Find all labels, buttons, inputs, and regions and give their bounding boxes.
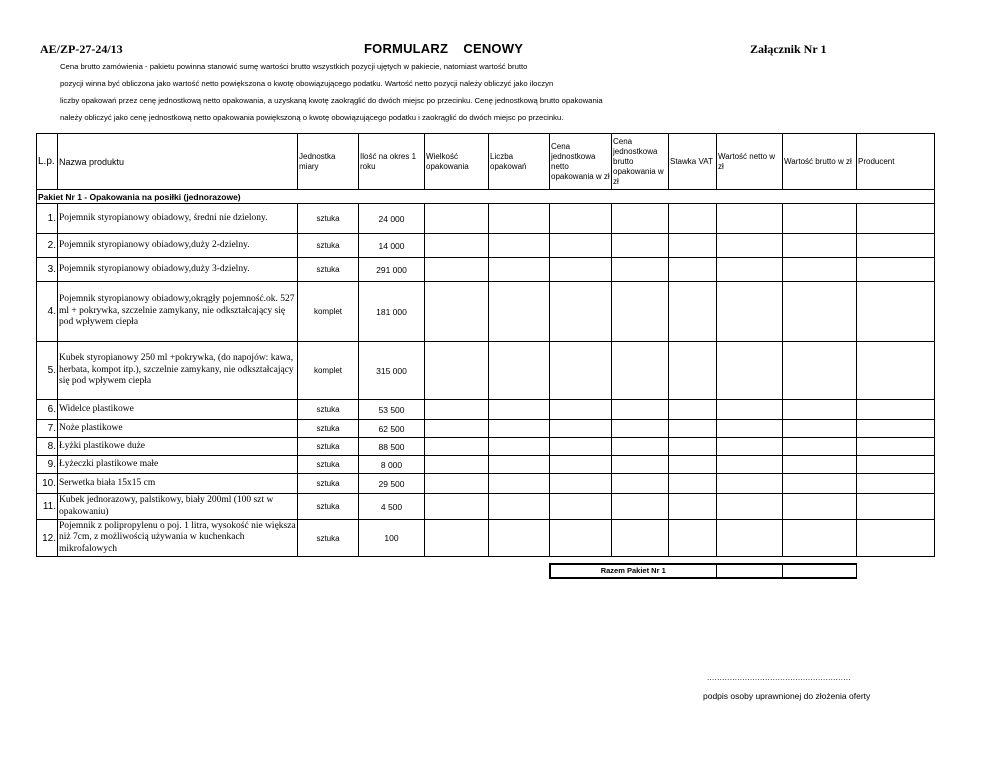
row-unit-gross-input[interactable] (612, 456, 669, 474)
row-gross-value-input[interactable] (783, 520, 857, 557)
row-pack-size-input[interactable] (425, 234, 489, 258)
row-unit-net-input[interactable] (550, 420, 612, 438)
row-producer-input[interactable] (857, 456, 935, 474)
row-vat-input[interactable] (669, 400, 717, 420)
row-unit-gross-input[interactable] (612, 474, 669, 494)
row-vat-input[interactable] (669, 456, 717, 474)
summary-label: Razem Pakiet Nr 1 (550, 564, 717, 578)
row-lp: 4. (37, 282, 58, 342)
row-lp: 7. (37, 420, 58, 438)
row-unit: komplet (298, 282, 359, 342)
row-gross-value-input[interactable] (783, 456, 857, 474)
row-unit-gross-input[interactable] (612, 204, 669, 234)
intro-line-1: Cena brutto zamówienia - pakietu powinna stanowić sumę wartości brutto wszystkich pozycji ujętych w pakiecie, natomiast wartość brutto (60, 62, 528, 71)
row-vat-input[interactable] (669, 474, 717, 494)
summary-net-value-input[interactable] (717, 564, 783, 578)
row-lp: 8. (37, 438, 58, 456)
row-lp: 6. (37, 400, 58, 420)
row-net-value-input[interactable] (717, 438, 783, 456)
row-vat-input[interactable] (669, 438, 717, 456)
row-lp: 9. (37, 456, 58, 474)
form-title: FORMULARZ CENOWY (364, 41, 524, 56)
row-unit: sztuka (298, 258, 359, 282)
row-unit: sztuka (298, 438, 359, 456)
row-pack-count-input[interactable] (489, 494, 550, 520)
row-unit-gross-input[interactable] (612, 400, 669, 420)
row-net-value-input[interactable] (717, 520, 783, 557)
row-unit-gross-input[interactable] (612, 282, 669, 342)
row-pack-size-input[interactable] (425, 400, 489, 420)
row-pack-count-input[interactable] (489, 438, 550, 456)
row-unit-net-input[interactable] (550, 258, 612, 282)
price-form-table (36, 133, 935, 579)
row-product-name: Pojemnik z polipropylenu o poj. 1 litra, wysokość nie większa niż 7cm, z możliwością używania w kuchenkach mikrofalowych (58, 520, 298, 557)
row-unit: komplet (298, 342, 359, 400)
row-unit-gross-input[interactable] (612, 342, 669, 400)
row-lp: 12. (37, 520, 58, 557)
row-unit-net-input[interactable] (550, 438, 612, 456)
row-pack-size-input[interactable] (425, 420, 489, 438)
summary-row (37, 564, 935, 578)
row-gross-value-input[interactable] (783, 234, 857, 258)
row-quantity: 29 500 (359, 474, 425, 494)
row-lp: 3. (37, 258, 58, 282)
row-unit: sztuka (298, 520, 359, 557)
row-vat-input[interactable] (669, 420, 717, 438)
row-pack-count-input[interactable] (489, 456, 550, 474)
row-quantity: 8 000 (359, 456, 425, 474)
row-producer-input[interactable] (857, 204, 935, 234)
row-pack-size-input[interactable] (425, 474, 489, 494)
table-row (37, 342, 935, 400)
header-unit: Jednostka miary (298, 134, 359, 190)
row-producer-input[interactable] (857, 400, 935, 420)
row-net-value-input[interactable] (717, 258, 783, 282)
row-quantity: 53 500 (359, 400, 425, 420)
row-unit-gross-input[interactable] (612, 258, 669, 282)
row-vat-input[interactable] (669, 494, 717, 520)
table-row (37, 520, 935, 557)
row-producer-input[interactable] (857, 282, 935, 342)
spacer-row (37, 557, 935, 564)
row-product-name: Łyżeczki plastikowe małe (58, 456, 298, 474)
row-net-value-input[interactable] (717, 400, 783, 420)
table-row (37, 234, 935, 258)
row-producer-input[interactable] (857, 234, 935, 258)
row-pack-count-input[interactable] (489, 400, 550, 420)
table-row (37, 494, 935, 520)
row-producer-input[interactable] (857, 258, 935, 282)
table-row (37, 474, 935, 494)
row-pack-size-input[interactable] (425, 258, 489, 282)
spacer-cell (37, 557, 935, 564)
row-net-value-input[interactable] (717, 204, 783, 234)
row-quantity: 315 000 (359, 342, 425, 400)
row-pack-count-input[interactable] (489, 258, 550, 282)
row-lp: 10. (37, 474, 58, 494)
row-quantity: 4 500 (359, 494, 425, 520)
row-gross-value-input[interactable] (783, 438, 857, 456)
header-unit-gross-price: Cena jednostkowa brutto opakowania w zł (612, 134, 669, 190)
table-row (37, 456, 935, 474)
row-unit-net-input[interactable] (550, 520, 612, 557)
row-product-name: Noże plastikowe (58, 420, 298, 438)
row-quantity: 181 000 (359, 282, 425, 342)
row-pack-size-input[interactable] (425, 204, 489, 234)
row-product-name: Serwetka biała 15x15 cm (58, 474, 298, 494)
row-product-name: Widelce plastikowe (58, 400, 298, 420)
row-unit: sztuka (298, 474, 359, 494)
table-row (37, 438, 935, 456)
row-pack-count-input[interactable] (489, 474, 550, 494)
row-gross-value-input[interactable] (783, 400, 857, 420)
row-pack-size-input[interactable] (425, 342, 489, 400)
row-quantity: 291 000 (359, 258, 425, 282)
row-unit: sztuka (298, 456, 359, 474)
header-unit-net-price: Cena jednostkowa netto opakowania w zł (550, 134, 612, 190)
header-pack-count: Liczba opakowań (489, 134, 550, 190)
row-net-value-input[interactable] (717, 456, 783, 474)
row-net-value-input[interactable] (717, 282, 783, 342)
row-pack-count-input[interactable] (489, 342, 550, 400)
signature-label: podpis osoby uprawnionej do złożenia oferty (703, 691, 871, 701)
row-gross-value-input[interactable] (783, 494, 857, 520)
row-producer-input[interactable] (857, 420, 935, 438)
header-product-name: Nazwa produktu (58, 134, 298, 190)
row-pack-count-input[interactable] (489, 234, 550, 258)
document-reference: AE/ZP-27-24/13 (40, 42, 123, 56)
row-unit: sztuka (298, 420, 359, 438)
row-quantity: 62 500 (359, 420, 425, 438)
row-pack-size-input[interactable] (425, 520, 489, 557)
row-product-name: Pojemnik styropianowy obiadowy,duży 3-dzielny. (58, 258, 298, 282)
header-lp: L.p. (37, 134, 58, 190)
summary-padding (37, 564, 550, 578)
row-lp: 11. (37, 494, 58, 520)
row-vat-input[interactable] (669, 520, 717, 557)
row-unit: sztuka (298, 204, 359, 234)
row-net-value-input[interactable] (717, 474, 783, 494)
row-product-name: Kubek styropianowy 250 ml +pokrywka, (do napojów: kawa, herbata, kompot itp.), szczelnie zamykany, nie odkształcający się pod wpływem ciepła (58, 342, 298, 400)
summary-gross-value-input[interactable] (783, 564, 857, 578)
row-unit-net-input[interactable] (550, 494, 612, 520)
row-quantity: 14 000 (359, 234, 425, 258)
header-quantity: Ilość na okres 1 roku (359, 134, 425, 190)
header-row (37, 134, 935, 190)
row-gross-value-input[interactable] (783, 474, 857, 494)
header-gross-value: Wartość brutto w zł (783, 134, 857, 190)
row-gross-value-input[interactable] (783, 420, 857, 438)
row-pack-size-input[interactable] (425, 456, 489, 474)
row-producer-input[interactable] (857, 438, 935, 456)
table-row (37, 204, 935, 234)
intro-line-3: liczby opakowań przez cenę jednostkową netto opakowania, a uzyskaną kwotę zaokrąglić do dwóch miejsc po przecinku. Cenę jednostkową brutto opakowania (60, 96, 603, 105)
header-producer: Producent (857, 134, 935, 190)
table-row (37, 282, 935, 342)
row-quantity: 88 500 (359, 438, 425, 456)
row-gross-value-input[interactable] (783, 282, 857, 342)
row-product-name: Kubek jednorazowy, palstikowy, biały 200ml (100 szt w opakowaniu) (58, 494, 298, 520)
row-lp: 2. (37, 234, 58, 258)
row-unit-net-input[interactable] (550, 474, 612, 494)
row-unit-net-input[interactable] (550, 342, 612, 400)
row-pack-count-input[interactable] (489, 282, 550, 342)
row-producer-input[interactable] (857, 520, 935, 557)
row-product-name: Pojemnik styropianowy obiadowy,duży 2-dzielny. (58, 234, 298, 258)
row-product-name: Łyżki plastikowe duże (58, 438, 298, 456)
row-gross-value-input[interactable] (783, 258, 857, 282)
row-pack-size-input[interactable] (425, 282, 489, 342)
row-unit: sztuka (298, 400, 359, 420)
header-net-value: Wartość netto w zł (717, 134, 783, 190)
row-lp: 5. (37, 342, 58, 400)
row-producer-input[interactable] (857, 342, 935, 400)
table-row (37, 400, 935, 420)
row-vat-input[interactable] (669, 234, 717, 258)
row-pack-count-input[interactable] (489, 420, 550, 438)
header-pack-size: Wielkość opakowania (425, 134, 489, 190)
row-product-name: Pojemnik styropianowy obiadowy, średni nie dzielony. (58, 204, 298, 234)
row-pack-count-input[interactable] (489, 204, 550, 234)
row-gross-value-input[interactable] (783, 204, 857, 234)
header-vat-rate: Stawka VAT (669, 134, 717, 190)
intro-line-4: należy obliczyć jako cenę jednostkową netto opakowania powiększoną o kwotę obowiązującego podatku i zaokrąglić do dwóch miejsc po przecinku. (60, 113, 564, 122)
section-row (37, 190, 935, 204)
row-producer-input[interactable] (857, 494, 935, 520)
row-unit-gross-input[interactable] (612, 438, 669, 456)
row-unit-gross-input[interactable] (612, 420, 669, 438)
row-unit-net-input[interactable] (550, 456, 612, 474)
row-unit-net-input[interactable] (550, 234, 612, 258)
row-quantity: 100 (359, 520, 425, 557)
signature-line: ......................................................... (707, 673, 851, 682)
row-unit-net-input[interactable] (550, 282, 612, 342)
row-vat-input[interactable] (669, 342, 717, 400)
row-vat-input[interactable] (669, 258, 717, 282)
row-unit-gross-input[interactable] (612, 234, 669, 258)
row-unit-gross-input[interactable] (612, 494, 669, 520)
annex-label: Załącznik Nr 1 (750, 42, 827, 56)
section-title: Pakiet Nr 1 - Opakowania na posiłki (jednorazowe) (37, 190, 935, 204)
row-pack-size-input[interactable] (425, 494, 489, 520)
row-unit: sztuka (298, 494, 359, 520)
row-unit-gross-input[interactable] (612, 520, 669, 557)
row-vat-input[interactable] (669, 282, 717, 342)
row-vat-input[interactable] (669, 204, 717, 234)
row-gross-value-input[interactable] (783, 342, 857, 400)
row-unit-net-input[interactable] (550, 400, 612, 420)
row-net-value-input[interactable] (717, 420, 783, 438)
row-pack-count-input[interactable] (489, 520, 550, 557)
row-net-value-input[interactable] (717, 342, 783, 400)
row-unit: sztuka (298, 234, 359, 258)
summary-tail (857, 564, 935, 578)
table-row (37, 258, 935, 282)
table-row (37, 420, 935, 438)
row-unit-net-input[interactable] (550, 204, 612, 234)
row-net-value-input[interactable] (717, 494, 783, 520)
intro-line-2: pozycji winna być obliczona jako wartość netto powiększona o kwotę obowiązującego podatku. Wartość netto pozycji należy obliczyć jako iloczyn (60, 79, 554, 88)
row-lp: 1. (37, 204, 58, 234)
row-pack-size-input[interactable] (425, 438, 489, 456)
row-quantity: 24 000 (359, 204, 425, 234)
row-product-name: Pojemnik styropianowy obiadowy,okrągły pojemność.ok. 527 ml + pokrywka, szczelnie zamykany, nie odkształcający się pod wpływem ciepła (58, 282, 298, 342)
row-producer-input[interactable] (857, 474, 935, 494)
row-net-value-input[interactable] (717, 234, 783, 258)
